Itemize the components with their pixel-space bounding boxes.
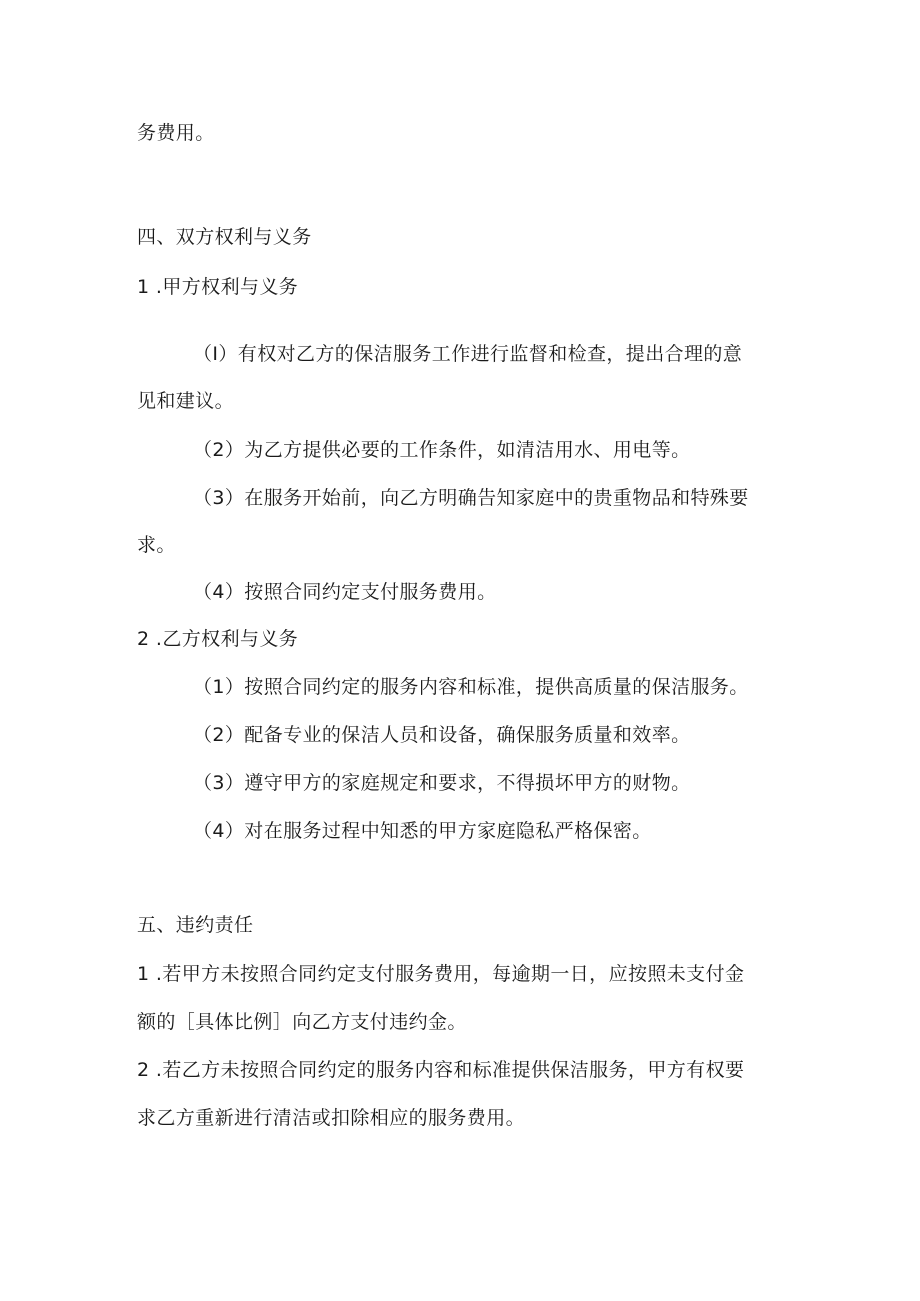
list-item: （2）为乙方提供必要的工作条件，如清洁用水、用电等。 <box>193 439 691 461</box>
clause: 2 .若乙方未按照合同约定的服务内容和标准提供保洁服务，甲方有权要 <box>137 1059 745 1081</box>
clause-continuation: 求乙方重新进行清洁或扣除相应的服务费用。 <box>137 1107 526 1129</box>
list-item: （2）配备专业的保洁人员和设备，确保服务质量和效率。 <box>193 724 691 746</box>
list-item: （I）有权对乙方的保洁服务工作进行监督和检查，提出合理的意 <box>193 343 743 365</box>
clause-continuation: 额的［具体比例］向乙方支付违约金。 <box>137 1011 467 1033</box>
section-heading: 五、违约责任 <box>137 914 254 936</box>
list-item: （4）对在服务过程中知悉的甲方家庭隐私严格保密。 <box>193 820 652 842</box>
list-item: （3）在服务开始前，向乙方明确告知家庭中的贵重物品和特殊要 <box>193 487 749 509</box>
subsection-heading: 1 .甲方权利与义务 <box>137 276 299 298</box>
subsection-heading: 2 .乙方权利与义务 <box>137 628 299 650</box>
section-heading: 四、双方权利与义务 <box>137 226 312 248</box>
list-item-continuation: 求。 <box>137 534 176 556</box>
text-line: 务费用。 <box>137 122 215 144</box>
list-item: （3）遵守甲方的家庭规定和要求，不得损坏甲方的财物。 <box>193 772 691 794</box>
clause: 1 .若甲方未按照合同约定支付服务费用，每逾期一日，应按照未支付金 <box>137 963 745 985</box>
list-item: （1）按照合同约定的服务内容和标准，提供高质量的保洁服务。 <box>193 676 749 698</box>
list-item: （4）按照合同约定支付服务费用。 <box>193 581 497 603</box>
list-item-continuation: 见和建议。 <box>137 390 235 412</box>
